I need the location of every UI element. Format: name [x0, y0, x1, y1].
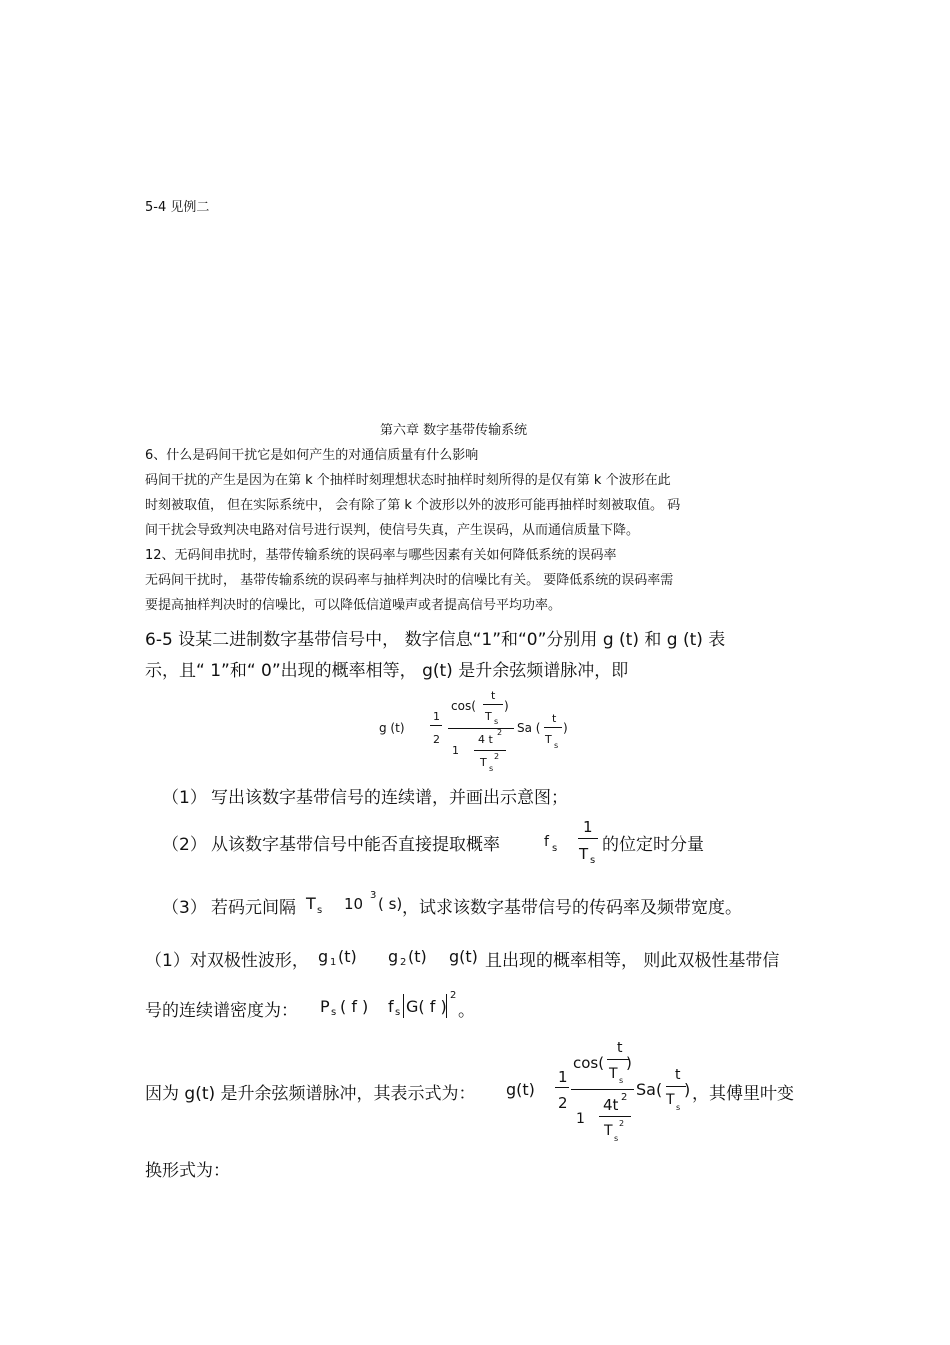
ans1-g1: g — [318, 947, 329, 966]
item3-tail: ，试求该数字基带信号的传码率及频带宽度。 — [402, 898, 742, 918]
f2-lhs: g(t) — [506, 1080, 535, 1099]
f2-cos-s: s — [619, 1076, 624, 1085]
ans1-gt: g(t) — [449, 947, 478, 966]
ans1-line1-a: （1）对双极性波形， — [145, 951, 309, 971]
f1-cos-T: T — [485, 710, 492, 723]
f2-den-sq: 2 — [619, 1119, 625, 1128]
f1-cos-bar — [483, 704, 503, 705]
f2-cos-close: ) — [626, 1054, 632, 1072]
f1-sa-close: ) — [563, 721, 568, 735]
ans-cos-tail: ，其傅里叶变 — [692, 1084, 794, 1104]
f1-4t-sq: 2 — [497, 728, 503, 737]
ans1-G: G( f ) — [406, 997, 447, 1016]
ans1-P: P — [320, 997, 330, 1016]
q12-answer-line1: 无码间干扰时， 基带传输系统的误码率与抽样判决时的信噪比有关。 要降低系统的误码率需 — [145, 573, 674, 588]
f1-lhs: g (t) — [379, 721, 405, 735]
f1-4t: 4 t — [478, 733, 493, 746]
item2-fs: f — [544, 834, 549, 850]
item3-T: T — [306, 894, 316, 913]
item2-tail: 的位定时分量 — [602, 835, 704, 855]
p65-line2: 示，且“ 1”和“ 0”出现的概率相等， g(t) 是升余弦频谱脉冲，即 — [145, 661, 629, 681]
ans1-g1-sub: 1 — [330, 957, 337, 968]
item3-exp: 3 — [370, 890, 377, 901]
f2-inner-bar — [599, 1116, 631, 1117]
f1-den-s: s — [489, 764, 494, 773]
f1-sa-bar — [544, 727, 562, 728]
ans1-line1-b: 且出现的概率相等， 则此双极性基带信 — [485, 951, 780, 971]
f1-main-bar — [448, 728, 514, 729]
f1-sa-T: T — [545, 733, 552, 746]
p65-line1: 6-5 设某二进制数字基带信号中， 数字信息“1”和“0”分别用 g (t) 和 g (t) 表 — [145, 630, 726, 650]
f1-sa-s: s — [554, 741, 559, 750]
f2-sa-s: s — [676, 1103, 681, 1112]
f2-4t: 4t — [603, 1096, 619, 1114]
item2-T-sub: s — [590, 855, 596, 866]
ans1-abs-left — [403, 994, 404, 1018]
f2-sa-T: T — [666, 1092, 675, 1108]
ans1-f-sub: s — [395, 1007, 401, 1018]
item2-num: （2） — [162, 835, 207, 855]
q6-answer-line2: 时刻被取值， 但在实际系统中， 会有除了第 k 个波形以外的波形可能再抽样时刻被取值。 码 — [145, 498, 681, 513]
item2-text: 从该数字基带信号中能否直接提取概率 — [211, 835, 500, 855]
item2-one: 1 — [583, 818, 593, 836]
ans1-G-sq: 2 — [450, 990, 457, 1001]
f1-cos-close: ) — [504, 699, 509, 713]
f2-sa-t: t — [675, 1067, 681, 1083]
item3-unit: ( s) — [378, 895, 403, 913]
item3-text: 若码元间隔 — [211, 898, 296, 918]
q6-answer-line1: 码间干扰的产生是因为在第 k 个抽样时刻理想状态时抽样时刻所得的是仅有第 k 个波形在此 — [145, 473, 671, 488]
ans1-Pf: ( f ) — [340, 997, 369, 1016]
f2-sa: Sa( — [636, 1080, 663, 1099]
ans1-g1-t: (t) — [338, 947, 357, 966]
f2-sa-bar — [666, 1086, 686, 1087]
f2-main-bar — [571, 1089, 634, 1090]
f1-half-num: 1 — [433, 710, 440, 723]
f2-one: 1 — [576, 1111, 585, 1127]
item1-num: （1） — [162, 788, 207, 808]
f1-one: 1 — [452, 744, 459, 757]
q12-answer-line2: 要提高抽样判决时的信噪比，可以降低信道噪声或者提高信号平均功率。 — [145, 598, 562, 613]
q6-question: 6、什么是码间干扰它是如何产生的对通信质量有什么影响 — [145, 448, 479, 463]
item2-fs-sub: s — [552, 843, 558, 854]
f1-cos-t: t — [491, 689, 496, 702]
item3-num: （3） — [162, 898, 207, 918]
ans1-P-sub: s — [331, 1007, 337, 1018]
ans1-g2: g — [388, 947, 399, 966]
ans-cos-text: 因为 g(t) 是升余弦频谱脉冲，其表示式为： — [145, 1084, 476, 1104]
item3-val: 10 — [344, 895, 364, 913]
f1-sa-t: t — [552, 712, 557, 725]
f2-4t-sq: 2 — [621, 1092, 628, 1103]
f1-inner-bar — [474, 750, 506, 751]
ans1-abs-right — [446, 994, 447, 1018]
f1-den-sq: 2 — [494, 752, 500, 761]
ans1-dot: 。 — [458, 1001, 475, 1021]
ans1-g2-t: (t) — [408, 947, 427, 966]
f2-sa-close: ) — [684, 1080, 691, 1099]
q12-question: 12、无码间串扰时，基带传输系统的误码率与哪些因素有关如何降低系统的误码率 — [145, 548, 617, 563]
f2-cos-t: t — [617, 1040, 623, 1056]
item3-T-sub: s — [317, 905, 323, 916]
last-line: 换形式为： — [145, 1161, 230, 1181]
f2-cos: cos( — [573, 1054, 605, 1072]
item1-text: 写出该数字基带信号的连续谱，并画出示意图； — [211, 788, 568, 808]
f1-cos: cos( — [451, 699, 476, 713]
ans1-g2-sub: 2 — [400, 957, 407, 968]
f2-den-T: T — [604, 1123, 613, 1139]
f1-cos-s: s — [494, 717, 499, 726]
f1-half-den: 2 — [433, 733, 440, 746]
ans1-line2-a: 号的连续谱密度为： — [145, 1001, 298, 1021]
chapter-title: 第六章 数字基带传输系统 — [380, 423, 528, 438]
f2-half-bar — [555, 1087, 569, 1088]
item2-T: T — [579, 845, 589, 863]
f2-half-den: 2 — [558, 1094, 568, 1112]
item2-frac-bar — [578, 838, 598, 839]
section-5-4: 5-4 见例二 — [145, 200, 210, 215]
ans1-f: f — [388, 997, 394, 1016]
f2-den-s: s — [614, 1134, 619, 1143]
f2-cos-T: T — [609, 1066, 618, 1082]
f1-den-T: T — [480, 756, 487, 769]
f1-half-bar — [430, 725, 442, 726]
f2-half-num: 1 — [558, 1068, 568, 1086]
f1-sa: Sa ( — [517, 721, 541, 735]
q6-answer-line3: 间干扰会导致判决电路对信号进行误判，使信号失真，产生误码，从而通信质量下降。 — [145, 523, 640, 538]
